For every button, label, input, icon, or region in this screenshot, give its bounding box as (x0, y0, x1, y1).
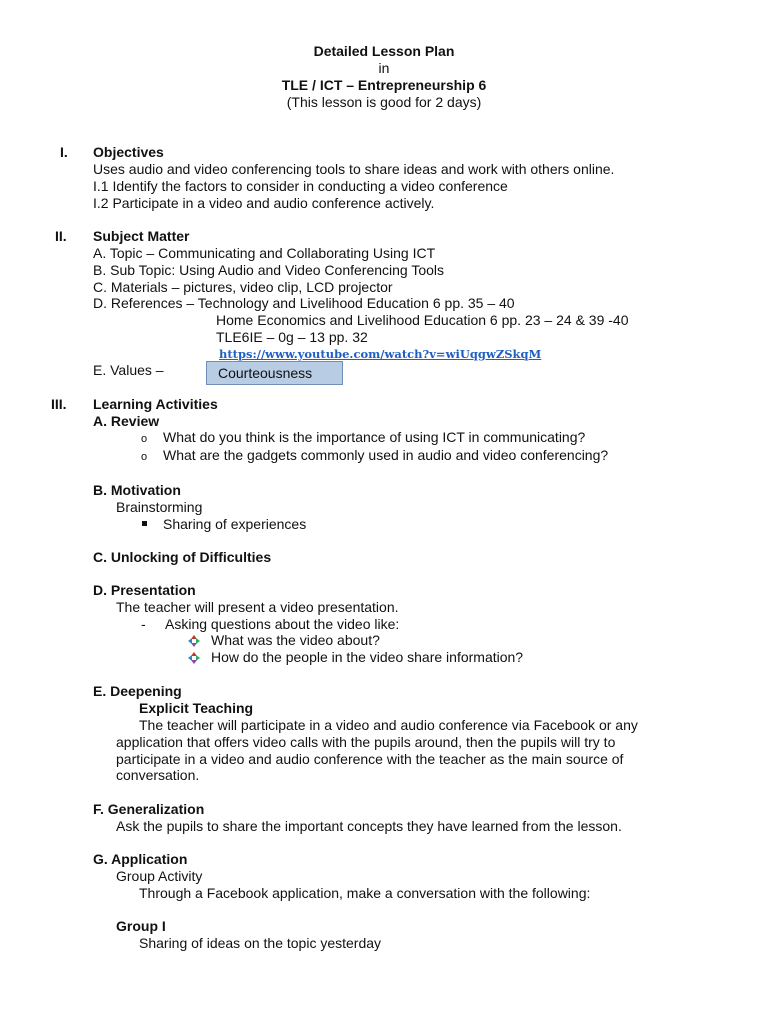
section-number-subject-matter: II. (55, 228, 67, 244)
hollow-circle-bullet-icon: o (141, 451, 148, 463)
objectives-intro: Uses audio and video conferencing tools to share ideas and work with others online. (93, 161, 615, 177)
objective-item-2: I.2 Participate in a video and audio conference actively. (93, 195, 435, 211)
generalization-heading: F. Generalization (93, 801, 205, 817)
motivation-heading: B. Motivation (93, 482, 181, 498)
references-line-2: Home Economics and Livelihood Education 6 pp. 23 – 24 & 39 -40 (216, 312, 629, 328)
deepening-paragraph-line-2: application that offers video calls with the pupils around, then the pupils will try to (116, 734, 616, 750)
values-box: Courteousness (206, 361, 343, 385)
deepening-paragraph-line-4: conversation. (116, 767, 200, 783)
unlocking-heading: C. Unlocking of Difficulties (93, 549, 272, 565)
explicit-teaching-sub: Explicit Teaching (139, 700, 254, 716)
topic-line: A. Topic – Communicating and Collaborating Using ICT (93, 245, 436, 261)
section-number-learning: III. (51, 396, 67, 412)
presentation-question-1: What was the video about? (211, 632, 380, 648)
materials-line: C. Materials – pictures, video clip, LCD projector (93, 279, 393, 295)
application-sub: Group Activity (116, 868, 203, 884)
deepening-heading: E. Deepening (93, 683, 182, 699)
hollow-circle-bullet-icon: o (141, 433, 148, 445)
presentation-line: The teacher will present a video presentation. (116, 599, 399, 615)
generalization-line: Ask the pupils to share the important concepts they have learned from the lesson. (116, 818, 622, 834)
presentation-question-2: How do the people in the video share information? (211, 649, 524, 665)
subtopic-line: B. Sub Topic: Using Audio and Video Conferencing Tools (93, 262, 445, 278)
application-heading: G. Application (93, 851, 188, 867)
learning-activities-heading: Learning Activities (93, 396, 218, 412)
objectives-heading: Objectives (93, 144, 164, 160)
deepening-paragraph-line-1: The teacher will participate in a video and audio conference via Facebook or any (139, 717, 638, 733)
group-line: Sharing of ideas on the topic yesterday (139, 935, 382, 951)
square-bullet-icon (142, 521, 147, 526)
presentation-dash: - (141, 616, 146, 632)
group-heading: Group I (116, 918, 166, 934)
values-label: E. Values – (93, 362, 164, 378)
youtube-link[interactable]: https://www.youtube.com/watch?v=wiUqgwZSkqM (219, 347, 542, 361)
motivation-item: Sharing of experiences (163, 516, 307, 532)
document-title: Detailed Lesson Plan (313, 43, 455, 59)
presentation-asking: Asking questions about the video like: (165, 616, 400, 632)
references-line-3: TLE6IE – 0g – 13 pp. 32 (216, 329, 368, 345)
duration-note: (This lesson is good for 2 days) (286, 94, 482, 110)
review-question-1: What do you think is the importance of using ICT in communicating? (163, 429, 586, 445)
four-color-arrow-icon (188, 652, 200, 664)
subject-title: TLE / ICT – Entrepreneurship 6 (281, 77, 487, 93)
review-question-2: What are the gadgets commonly used in audio and video conferencing? (163, 447, 609, 463)
section-number-objectives: I. (60, 144, 68, 160)
motivation-sub: Brainstorming (116, 499, 203, 515)
application-line: Through a Facebook application, make a conversation with the following: (139, 885, 591, 901)
objective-item-1: I.1 Identify the factors to consider in conducting a video conference (93, 178, 508, 194)
subject-matter-heading: Subject Matter (93, 228, 190, 244)
review-heading: A. Review (93, 413, 160, 429)
four-color-arrow-icon (188, 635, 200, 647)
presentation-heading: D. Presentation (93, 582, 196, 598)
references-line-1: D. References – Technology and Livelihood Education 6 pp. 35 – 40 (93, 295, 515, 311)
deepening-paragraph-line-3: participate in a video and audio conference with the teacher as the main source of (116, 751, 624, 767)
title-in: in (378, 60, 390, 76)
